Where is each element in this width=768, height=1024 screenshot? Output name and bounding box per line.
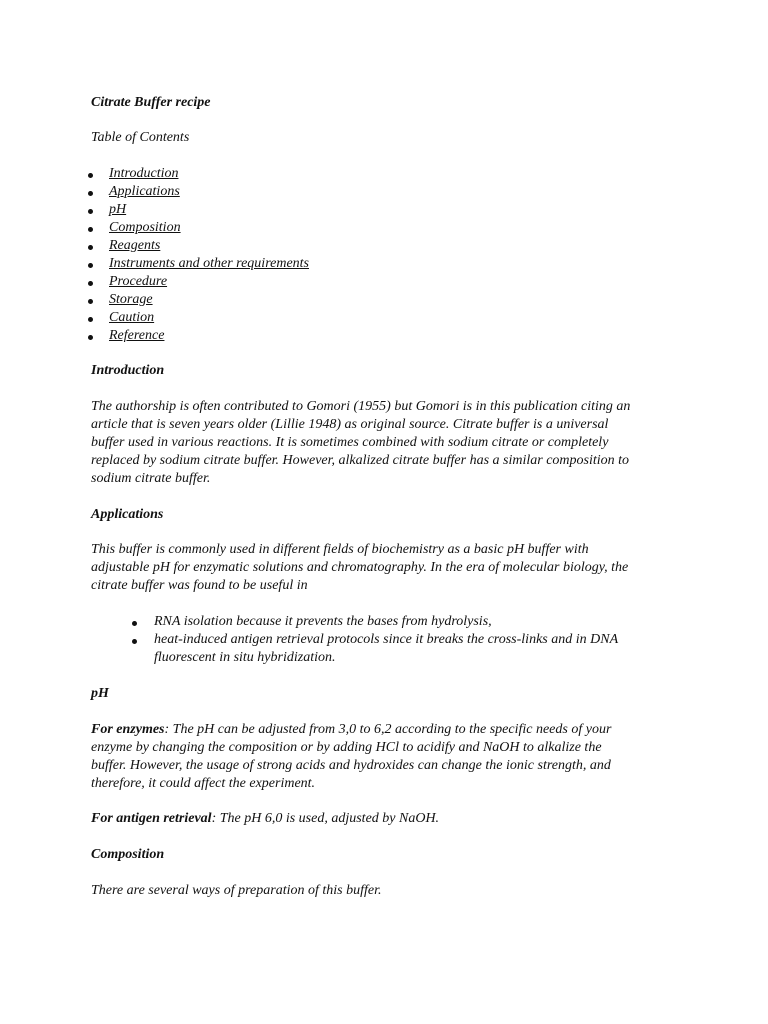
toc-link-reference[interactable]: Reference bbox=[109, 328, 165, 343]
toc-link-storage[interactable]: Storage bbox=[109, 292, 153, 307]
toc-link-ph[interactable]: pH bbox=[109, 202, 127, 217]
bullet-icon bbox=[88, 281, 93, 286]
section-heading-composition: Composition bbox=[91, 847, 165, 862]
bullet-icon bbox=[88, 191, 93, 196]
bullet-icon bbox=[88, 335, 93, 340]
paragraph-line: adjustable pH for enzymatic solutions and chromatography. In the era of molecular biology, the bbox=[91, 560, 629, 575]
toc-link-composition[interactable]: Composition bbox=[109, 220, 181, 235]
paragraph-line: article that is seven years older (Lillie 1948) as original source. Citrate buffer is a universal bbox=[91, 417, 609, 432]
paragraph-line: replaced by sodium citrate buffer. However, alkalized citrate buffer has a similar composition to bbox=[91, 453, 630, 468]
paragraph-line bbox=[91, 721, 611, 739]
toc-link-instruments[interactable]: Instruments and other requirements bbox=[109, 256, 309, 271]
toc-link-caution[interactable]: Caution bbox=[109, 310, 155, 325]
bullet-icon bbox=[88, 317, 93, 322]
section-heading-ph: pH bbox=[91, 686, 109, 701]
paragraph-line: buffer. However, the usage of strong acids and hydroxides can change the ionic strength, and bbox=[91, 758, 611, 773]
paragraph-line: enzyme by changing the composition or by adding HCl to acidify and NaOH to alkalize the bbox=[91, 740, 602, 755]
section-heading-applications: Applications bbox=[91, 507, 164, 522]
bullet-icon bbox=[132, 639, 137, 644]
paragraph-line: This buffer is commonly used in different fields of biochemistry as a basic pH buffer with bbox=[91, 542, 589, 557]
enzymes-label: For enzymes bbox=[91, 722, 165, 737]
bullet-icon bbox=[88, 299, 93, 304]
section-heading-introduction: Introduction bbox=[91, 363, 165, 378]
paragraph-line: sodium citrate buffer. bbox=[91, 471, 211, 486]
toc-link-procedure[interactable]: Procedure bbox=[109, 274, 168, 289]
bullet-icon bbox=[132, 621, 137, 626]
bullet-icon bbox=[88, 263, 93, 268]
paragraph-line: The authorship is often contributed to Gomori (1955) but Gomori is in this publication citing an bbox=[91, 399, 631, 414]
antigen-retrieval-label: For antigen retrieval bbox=[91, 811, 212, 826]
antigen-retrieval-text: : The pH 6,0 is used, adjusted by NaOH. bbox=[211, 811, 440, 826]
toc-heading: Table of Contents bbox=[91, 130, 190, 145]
list-item: heat-induced antigen retrieval protocols since it breaks the cross-links and in DNA bbox=[154, 632, 619, 647]
toc-link-applications[interactable]: Applications bbox=[109, 184, 180, 199]
enzymes-text: : The pH can be adjusted from 3,0 to 6,2 according to the specific needs of your bbox=[164, 722, 612, 737]
bullet-icon bbox=[88, 173, 93, 178]
document-title: Citrate Buffer recipe bbox=[91, 95, 211, 110]
bullet-icon bbox=[88, 209, 93, 214]
bullet-icon bbox=[88, 227, 93, 232]
toc-link-introduction[interactable]: Introduction bbox=[109, 166, 179, 181]
paragraph-line: therefore, it could affect the experiment. bbox=[91, 776, 316, 791]
bullet-icon bbox=[88, 245, 93, 250]
paragraph-line: There are several ways of preparation of this buffer. bbox=[91, 883, 382, 898]
paragraph-line: citrate buffer was found to be useful in bbox=[91, 578, 308, 593]
paragraph-line: buffer used in various reactions. It is sometimes combined with sodium citrate or completely bbox=[91, 435, 609, 450]
paragraph-line bbox=[91, 810, 439, 828]
list-item: RNA isolation because it prevents the bases from hydrolysis, bbox=[154, 614, 492, 629]
list-item-continuation: fluorescent in situ hybridization. bbox=[154, 650, 336, 665]
toc-link-reagents[interactable]: Reagents bbox=[109, 238, 161, 253]
